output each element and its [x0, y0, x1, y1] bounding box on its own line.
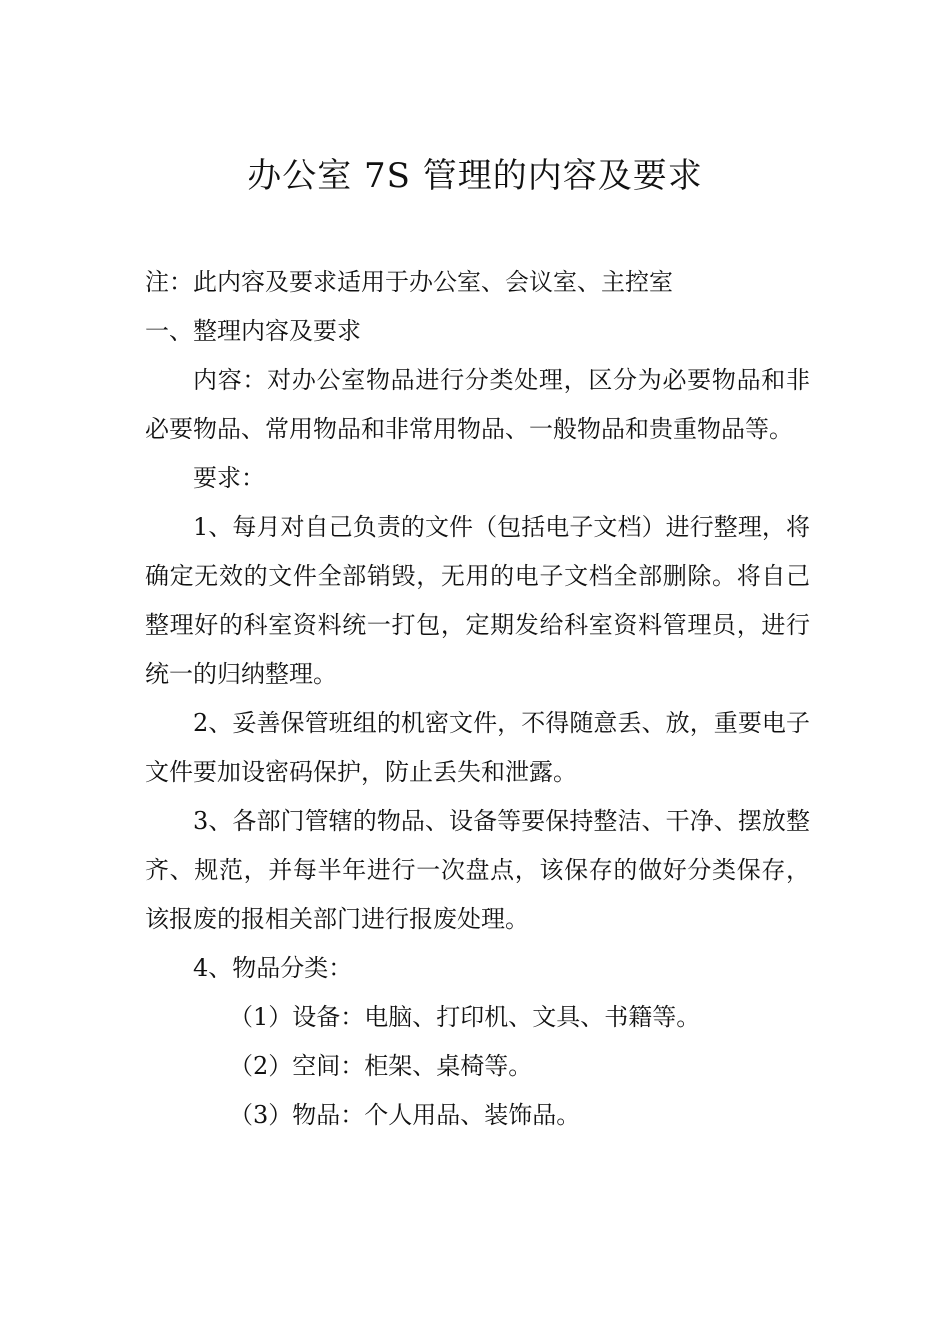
- content-paragraph: 内容：对办公室物品进行分类处理，区分为必要物品和非必要物品、常用物品和非常用物品、一般物品和贵重物品等。: [145, 366, 810, 443]
- category-item-2: （2）空间：柜架、桌椅等。: [229, 1052, 533, 1080]
- document-title: 办公室 7S 管理的内容及要求: [247, 156, 703, 196]
- requirement-item-1: 1、每月对自己负责的文件（包括电子文档）进行整理，将确定无效的文件全部销毁，无用的电子文档全部删除。将自己整理好的科室资料统一打包，定期发给科室资料管理员，进行统一的归纳整理。: [145, 513, 810, 688]
- section-heading: 一、整理内容及要求: [145, 317, 361, 345]
- category-item-1: （1）设备：电脑、打印机、文具、书籍等。: [229, 1003, 701, 1031]
- category-item-3: （3）物品：个人用品、装饰品。: [229, 1101, 581, 1129]
- requirement-item-4: 4、物品分类：: [193, 954, 353, 982]
- requirements-label: 要求：: [193, 464, 265, 492]
- requirement-item-2: 2、妥善保管班组的机密文件，不得随意丢、放，重要电子文件要加设密码保护，防止丢失和泄露。: [145, 709, 810, 786]
- scope-note: 注：此内容及要求适用于办公室、会议室、主控室: [145, 268, 673, 296]
- requirement-item-3: 3、各部门管辖的物品、设备等要保持整洁、干净、摆放整齐、规范，并每半年进行一次盘点，该保存的做好分类保存，该报废的报相关部门进行报废处理。: [145, 807, 810, 933]
- document-body: [145, 258, 810, 1140]
